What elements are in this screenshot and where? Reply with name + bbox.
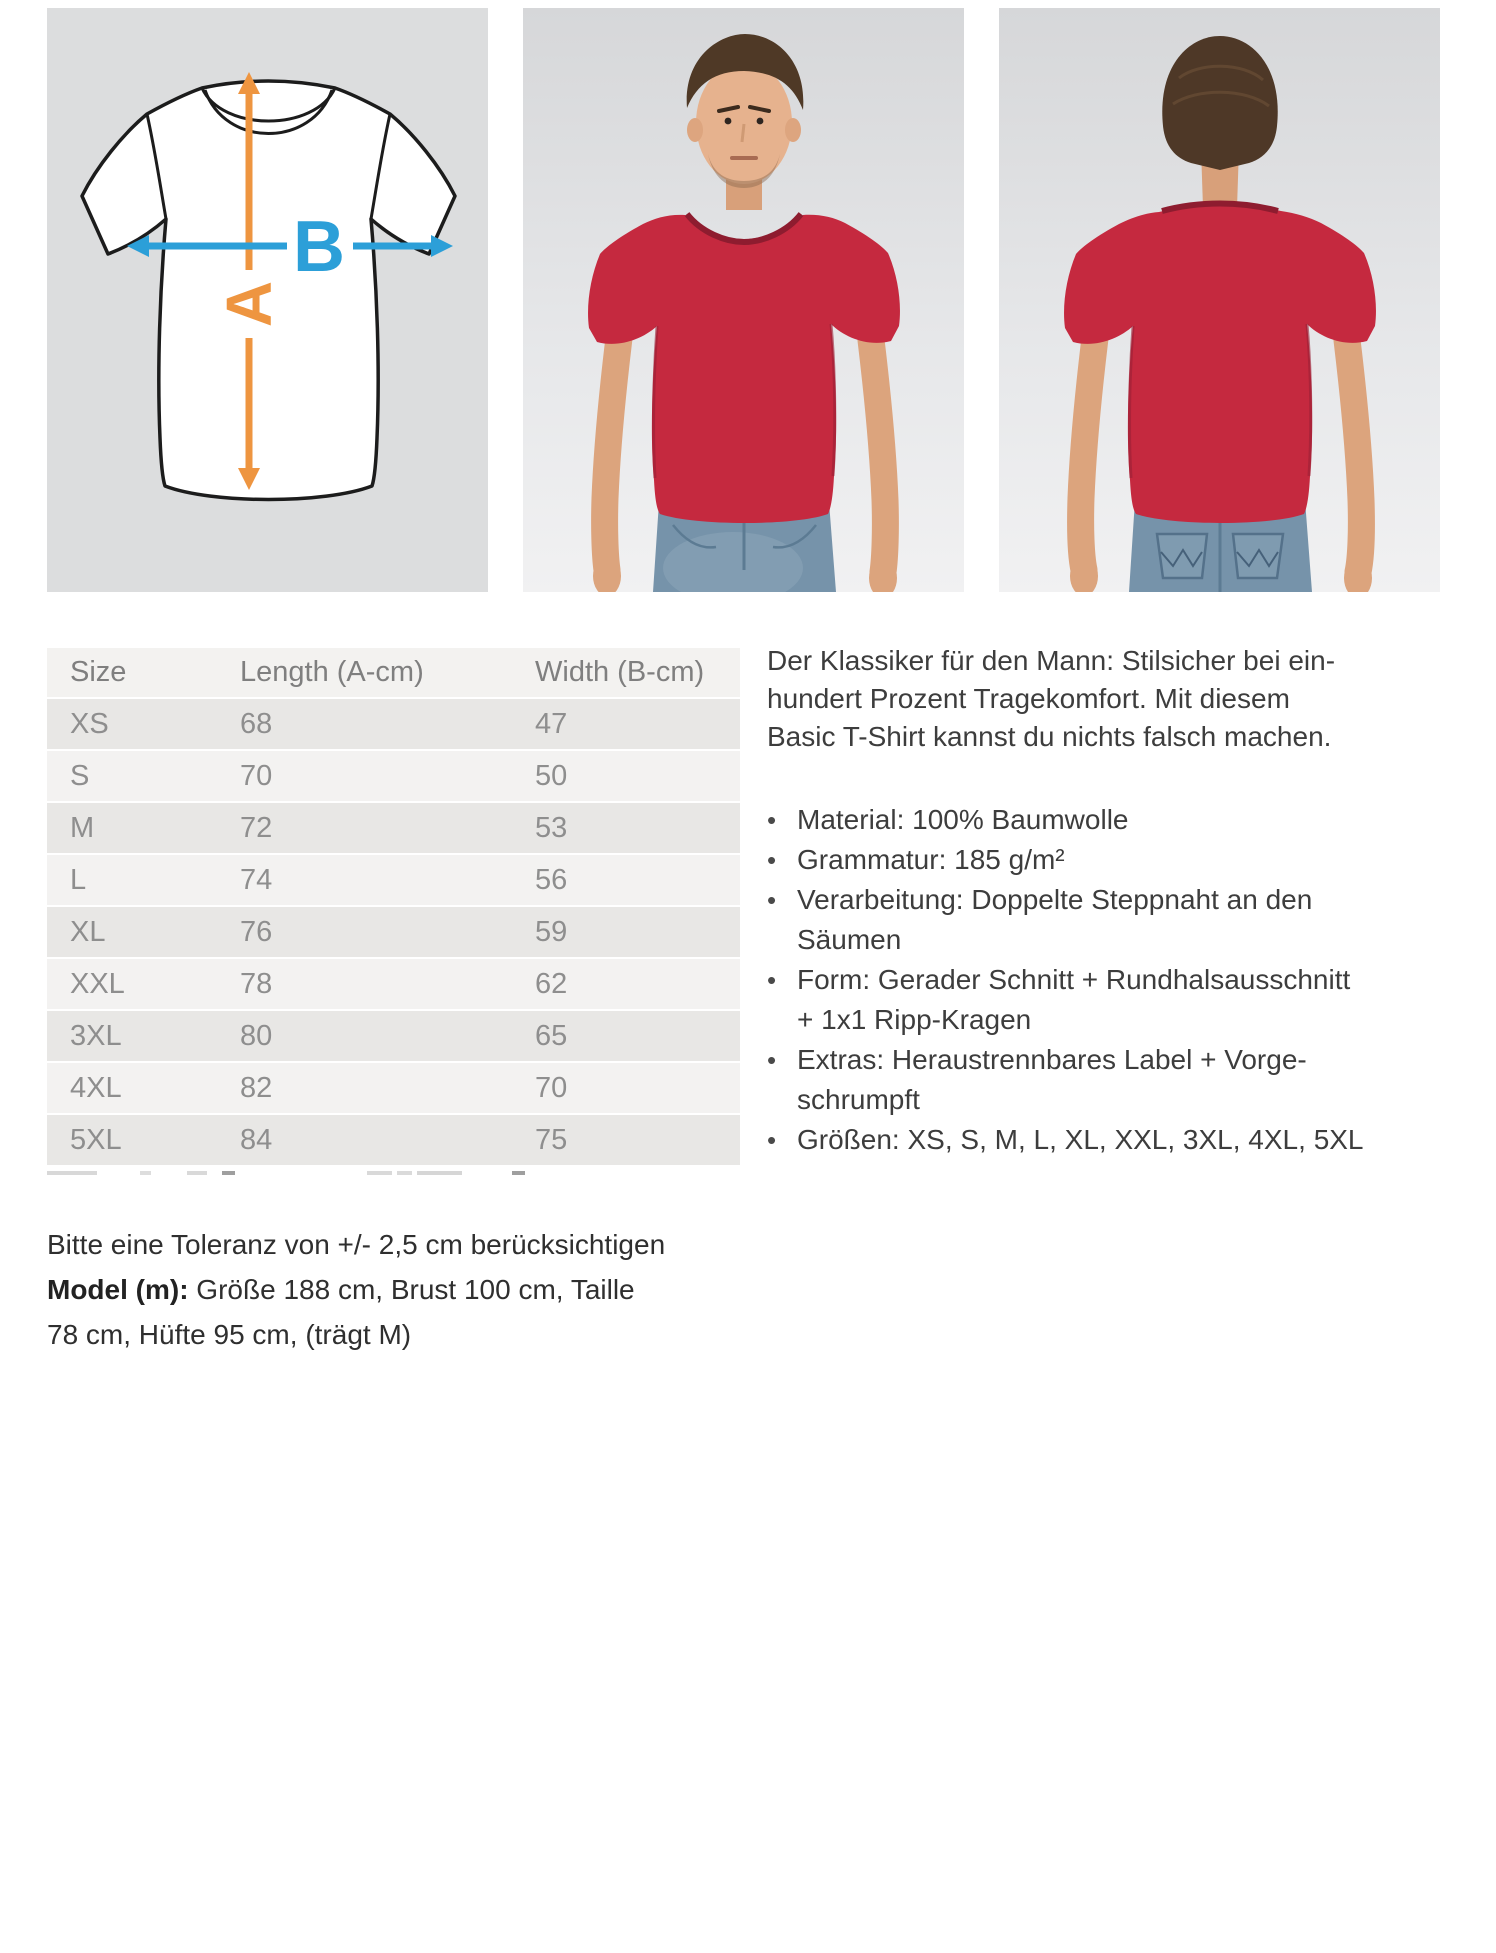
cell-width: 59 xyxy=(535,915,568,948)
list-item xyxy=(767,800,1473,840)
feature-text: Verarbeitung: Doppelte Steppnaht an den xyxy=(797,884,1313,915)
table-row xyxy=(47,803,740,855)
description-intro-line: Basic T-Shirt kannst du nichts falsch machen. xyxy=(767,721,1332,752)
model-info-line1 xyxy=(47,1267,687,1312)
cell-length: 80 xyxy=(240,1019,273,1052)
model-label: Model (m): xyxy=(47,1274,189,1305)
bullet-icon: • xyxy=(767,1125,777,1155)
feature-text: Form: Gerader Schnitt + Rundhalsausschnitt xyxy=(797,964,1351,995)
cell-width: 70 xyxy=(535,1071,568,1104)
cell-width: 75 xyxy=(535,1123,568,1156)
model-info-line2: 78 cm, Hüfte 95 cm, (trägt M) xyxy=(47,1319,412,1350)
table-row xyxy=(47,907,740,959)
cell-width: 62 xyxy=(535,967,568,1000)
cell-width: 47 xyxy=(535,707,568,740)
table-row xyxy=(47,1063,740,1115)
list-item xyxy=(767,840,1473,880)
table-row xyxy=(47,1115,740,1167)
right-arm xyxy=(871,340,885,572)
cell-length: 76 xyxy=(240,915,273,948)
description-intro-line: Der Klassiker für den Mann: Stilsicher bei ein- xyxy=(767,645,1336,676)
model-front-illustration xyxy=(523,8,964,592)
cell-size: 4XL xyxy=(70,1071,122,1104)
right-arm xyxy=(1347,340,1361,572)
model-back-photo xyxy=(999,8,1440,592)
clipped-text-remnants xyxy=(47,1171,532,1175)
size-diagram-image xyxy=(47,8,488,592)
model-measurements: Größe 188 cm, Brust 100 cm, Taille xyxy=(188,1274,635,1305)
size-table xyxy=(47,648,740,1167)
left-ear xyxy=(687,118,703,142)
bullet-icon: • xyxy=(767,805,777,835)
cell-size: S xyxy=(70,759,90,792)
feature-text: Säumen xyxy=(797,924,902,955)
table-row xyxy=(47,1011,740,1063)
column-header-length: Length (A-cm) xyxy=(240,656,424,688)
cell-length: 72 xyxy=(240,811,273,844)
left-arm xyxy=(1081,338,1095,570)
cell-length: 78 xyxy=(240,967,273,1000)
model-front-photo xyxy=(523,8,964,592)
table-row xyxy=(47,855,740,907)
cell-width: 53 xyxy=(535,811,568,844)
cell-size: 5XL xyxy=(70,1123,122,1156)
feature-text: Größen: XS, S, M, L, XL, XXL, 3XL, 4XL, 5XL xyxy=(797,1124,1364,1155)
table-row xyxy=(47,751,740,803)
feature-text: Material: 100% Baumwolle xyxy=(797,804,1129,835)
tolerance-note: Bitte eine Toleranz von +/- 2,5 cm berücksichtigen xyxy=(47,1229,666,1260)
size-table-header xyxy=(47,648,740,699)
right-eye xyxy=(757,118,764,125)
tolerance-note-block xyxy=(47,1222,687,1357)
description-intro-line: hundert Prozent Tragekomfort. Mit diesem xyxy=(767,683,1290,714)
cell-size: M xyxy=(70,811,95,844)
right-ear xyxy=(785,118,801,142)
list-item xyxy=(767,880,1473,960)
left-eye xyxy=(725,118,732,125)
feature-text: Grammatur: 185 g/m² xyxy=(797,844,1065,875)
cell-length: 74 xyxy=(240,863,273,896)
cell-size: L xyxy=(70,863,87,896)
bullet-icon: • xyxy=(767,885,777,915)
cell-size: XS xyxy=(70,707,109,740)
feature-list xyxy=(767,800,1473,1160)
product-description xyxy=(767,642,1473,1160)
bullet-icon: • xyxy=(767,1045,777,1075)
tshirt-measurement-diagram xyxy=(47,8,488,592)
feature-text: schrumpft xyxy=(797,1084,920,1115)
table-row xyxy=(47,699,740,751)
column-header-width: Width (B-cm) xyxy=(535,656,705,688)
list-item xyxy=(767,960,1473,1040)
feature-text: + 1x1 Ripp-Kragen xyxy=(797,1004,1032,1035)
face xyxy=(696,62,792,184)
cell-length: 82 xyxy=(240,1071,273,1104)
hair-back xyxy=(1162,36,1277,170)
cell-size: XXL xyxy=(70,967,125,1000)
left-arm xyxy=(605,338,619,570)
list-item xyxy=(767,1120,1473,1160)
cell-length: 84 xyxy=(240,1123,273,1156)
column-header-size: Size xyxy=(70,656,127,688)
nose xyxy=(742,124,744,142)
width-label-b: B xyxy=(293,207,345,287)
list-item xyxy=(767,1040,1473,1120)
cell-width: 65 xyxy=(535,1019,568,1052)
length-label-a: A xyxy=(213,280,285,328)
model-back-illustration xyxy=(999,8,1440,592)
bullet-icon: • xyxy=(767,845,777,875)
cell-length: 70 xyxy=(240,759,273,792)
cell-size: 3XL xyxy=(70,1019,122,1052)
cell-size: XL xyxy=(70,915,106,948)
cell-width: 50 xyxy=(535,759,568,792)
bullet-icon: • xyxy=(767,965,777,995)
table-row xyxy=(47,959,740,1011)
cell-width: 56 xyxy=(535,863,568,896)
cell-length: 68 xyxy=(240,707,273,740)
feature-text: Extras: Heraustrennbares Label + Vorge- xyxy=(797,1044,1307,1075)
